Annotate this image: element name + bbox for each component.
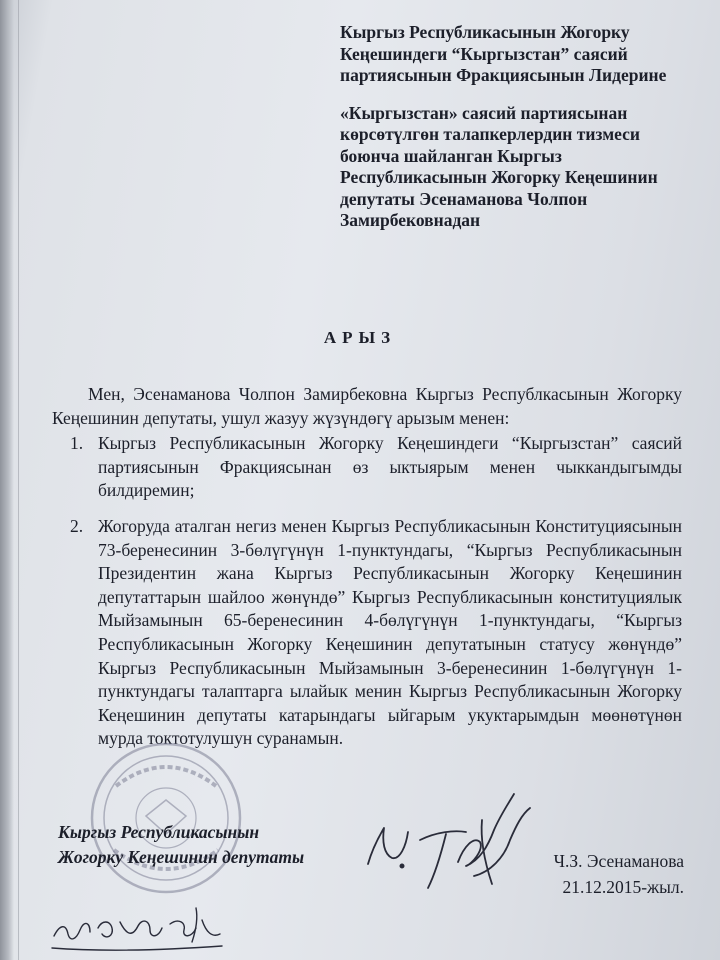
addressee-recipient: Кыргыз Республикасынын Жогорку Кеңешиндеги “Кыргызстан” саясий партиясынын Фракциясынын Лидерине <box>340 22 667 85</box>
signatory-name: Ч.З. Эсенаманова <box>553 851 684 871</box>
addressee-sender: «Кыргызстан» саясий партиясынан көрсөтүлгөн талапкерлердин тизмеси боюнча шайланган Кыргыз Республикасынын Жогорку Кеңешинин депутаты Эсенаманова Чолпон Замирбековнадан <box>340 102 658 230</box>
signatory-title-line1: Кыргыз Республикасынын <box>58 822 260 842</box>
document-title: АРЫЗ <box>323 328 397 347</box>
intro-paragraph: Мен, Эсенаманова Чолпон Замирбековна Кыргыз Республкасынын Жогорку Кеңешинин депутаты, ушул жазуу жүзүндөгү арызым менен: <box>52 384 682 428</box>
list-item-number: 1. <box>70 433 84 454</box>
list-item <box>52 515 682 751</box>
list-item-text: Кыргыз Республикасынын Жогорку Кеңешиндеги “Кыргызстан” саясий партиясынын Фракциясынан өз ыктыярым менен чыккандыгымды билдиремин; <box>98 433 682 501</box>
list-item <box>52 432 682 503</box>
list-item-number: 2. <box>70 515 84 536</box>
official-stamp <box>86 738 246 898</box>
signatory-block <box>554 848 684 900</box>
handwritten-note <box>46 898 226 958</box>
request-list <box>52 432 682 751</box>
page-edge <box>0 0 14 960</box>
addressee-block <box>340 22 685 248</box>
page-edge-line <box>18 0 19 960</box>
signature-block <box>58 820 304 870</box>
list-item-text: Жогоруда аталган негиз менен Кыргыз Республикасынын Конституциясынын 73-беренесинин 3-бөлүгүнүн 1-пунктундагы, “Кыргыз Республикасынын Президентин жана Кыргыз Республикасынын Жогорку Кеңешинин депутаттарын шайлоо жөнүндө” Кыргыз Республикасынын конституциялык Мыйзамынын 65-беренесинин 4-бөлүгүнүн 1-пунктундагы, “Кыргыз Республикасынын Жогорку Кеңешинин депутатынын статусу жөнүндө” Кыргыз Республикасынын Мыйзамынын 3-беренесинин 1-бөлүгүнүн 1-пунктундагы талаптарга ылайык менин Кыргыз Республикасынын Жогорку Кеңешинин депутаты катарындагы ыйгарым укуктарымдын мөөнөтүнөн мурда токтотулушун суранамын. <box>98 515 682 749</box>
document-date: 21.12.2015-жыл. <box>562 877 684 897</box>
document-body <box>52 383 682 751</box>
handwritten-signature <box>362 780 542 900</box>
signatory-title-line2: Жогорку Кеңешинин депутаты <box>58 847 305 867</box>
